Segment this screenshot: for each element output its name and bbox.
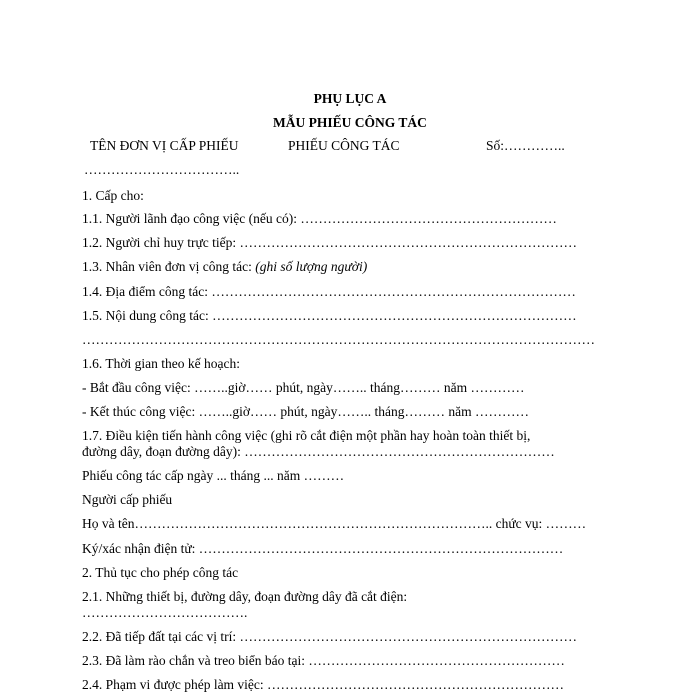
- field-work-conditions-continued: đường dây, đoạn đường dây): ……………………………………………………………: [82, 444, 555, 459]
- section-1-heading: 1. Cấp cho:: [82, 188, 144, 203]
- field-unit-staff-label: 1.3. Nhân viên đơn vị công tác:: [82, 259, 256, 274]
- field-work-leader: 1.1. Người lãnh đạo công việc (nếu có): …………………………………………………: [82, 211, 557, 226]
- issuing-unit-label: TÊN ĐƠN VỊ CẤP PHIẾU: [90, 138, 239, 153]
- field-end-time: - Kết thúc công việc: ……..giờ…… phút, ngày…….. tháng……… năm …………: [82, 404, 529, 419]
- field-unit-staff-note: (ghi số lượng người): [255, 259, 368, 274]
- field-permitted-scope: 2.4. Phạm vi được phép làm việc: …………………………………………………………: [82, 677, 565, 692]
- field-work-location: 1.4. Địa điểm công tác: ………………………………………………………………………: [82, 284, 576, 299]
- section-1-6-heading: 1.6. Thời gian theo kế hoạch:: [82, 356, 240, 371]
- field-start-time: - Bắt đầu công việc: ……..giờ…… phút, ngày…….. tháng……… năm …………: [82, 380, 525, 395]
- field-grounding-locations: 2.2. Đã tiếp đất tại các vị trí: …………………………………………………………………: [82, 629, 577, 644]
- field-electronic-signature: Ký/xác nhận điện tử: ………………………………………………………………………: [82, 541, 564, 556]
- field-site-commander: 1.2. Người chỉ huy trực tiếp: …………………………………………………………………: [82, 235, 577, 250]
- appendix-title: PHỤ LỤC A: [313, 91, 387, 106]
- field-work-content: 1.5. Nội dung công tác: ………………………………………………………………………: [82, 308, 577, 323]
- field-deenergized-equipment-continued: ……………………………….: [82, 605, 248, 620]
- field-unit-staff: [82, 259, 367, 275]
- field-barriers-signs: 2.3. Đã làm rào chắn và treo biển báo tại: …………………………………………………: [82, 653, 565, 668]
- form-title: MẪU PHIẾU CÔNG TÁC: [273, 115, 427, 130]
- section-2-heading: 2. Thủ tục cho phép công tác: [82, 565, 239, 580]
- field-issuer-name-position: Họ và tên…………………………………………………………………….. chức vụ: ………: [82, 516, 587, 531]
- issuing-unit-blank: ……………………………..: [84, 162, 240, 177]
- field-deenergized-equipment: 2.1. Những thiết bị, đường dây, đoạn đường dây đã cắt điện:: [82, 589, 408, 604]
- form-number-field: Số:…………..: [486, 138, 565, 153]
- form-name-label: PHIẾU CÔNG TÁC: [288, 138, 400, 153]
- field-work-content-continued: ……………………………………………………………………………………………………: [82, 332, 595, 347]
- field-issue-date: Phiếu công tác cấp ngày ... tháng ... năm ………: [82, 468, 345, 483]
- field-work-conditions: 1.7. Điều kiện tiến hành công việc (ghi rõ cắt điện một phần hay hoàn toàn thiết bị,: [82, 428, 531, 443]
- issuer-heading: Người cấp phiếu: [82, 492, 173, 507]
